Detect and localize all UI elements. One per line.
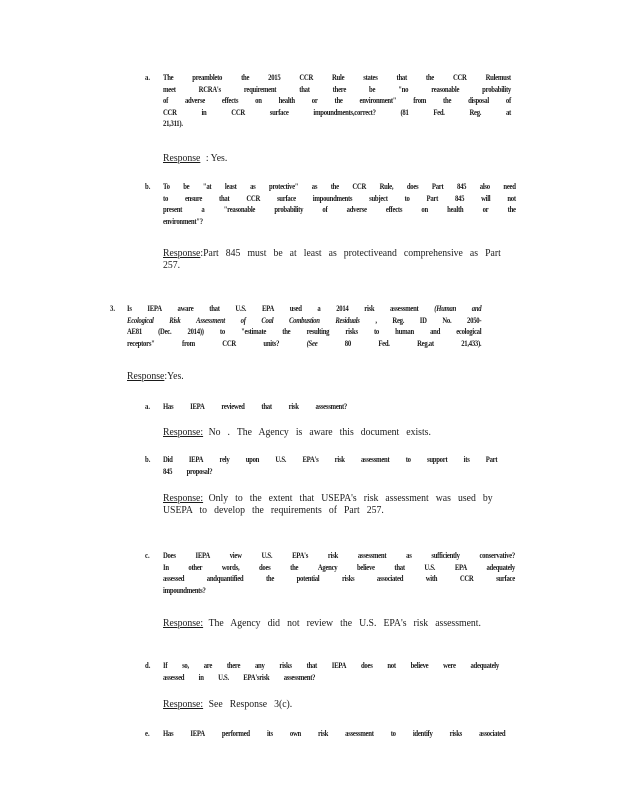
question-word: believe bbox=[356, 562, 375, 572]
question-word: any bbox=[254, 661, 265, 670]
question-word: Rulemust bbox=[485, 73, 511, 82]
question-word: Risk bbox=[169, 315, 181, 325]
question-word: at bbox=[505, 107, 511, 117]
question-line bbox=[163, 118, 511, 130]
question-word: If bbox=[163, 661, 168, 670]
response-3 bbox=[127, 371, 184, 383]
question-3c bbox=[163, 550, 515, 596]
question-word: assessment? bbox=[283, 672, 316, 682]
question-word: assessed bbox=[163, 574, 185, 584]
question-word: are bbox=[203, 661, 213, 670]
question-3b bbox=[163, 454, 497, 477]
question-word: assessment bbox=[345, 729, 374, 738]
question-word: Has bbox=[163, 729, 174, 738]
question-word: of bbox=[240, 315, 246, 325]
question-word: impoundments,correct? bbox=[313, 107, 376, 117]
question-word: reviewed bbox=[221, 402, 245, 411]
question-word: assessment? bbox=[315, 402, 347, 411]
item-a-label: a. bbox=[145, 73, 151, 82]
question-word: 2014 bbox=[336, 304, 349, 313]
question-word: that bbox=[219, 193, 230, 203]
question-word: not bbox=[387, 661, 396, 670]
question-word: 845 bbox=[454, 193, 465, 203]
question-word: of bbox=[163, 96, 169, 106]
question-line bbox=[127, 338, 481, 350]
question-word: the bbox=[241, 73, 250, 82]
question-word: that bbox=[394, 562, 405, 572]
question-word: view bbox=[229, 551, 242, 560]
question-line bbox=[163, 107, 511, 119]
question-word: CCR bbox=[299, 73, 314, 82]
question-word: associated bbox=[376, 574, 404, 584]
question-word: as bbox=[250, 182, 256, 191]
question-word: 2015 bbox=[268, 73, 281, 82]
question-word: in bbox=[198, 672, 204, 682]
question-line bbox=[163, 84, 511, 96]
question-word: CCR bbox=[452, 73, 467, 82]
question-word: aware bbox=[177, 304, 194, 313]
question-word: environment" bbox=[359, 96, 397, 106]
response-label: Response bbox=[127, 371, 165, 382]
question-word: or bbox=[311, 96, 318, 106]
question-word: risks bbox=[345, 327, 358, 337]
question-word: 2050- bbox=[467, 315, 482, 325]
question-3d bbox=[163, 660, 499, 683]
question-word: Rule, bbox=[379, 182, 394, 191]
question-word: of bbox=[505, 96, 511, 106]
question-word: Has bbox=[163, 402, 174, 411]
question-word: Fed. bbox=[433, 107, 445, 117]
question-line bbox=[163, 95, 511, 107]
question-word: states bbox=[363, 73, 378, 82]
question-word: U.S. bbox=[235, 304, 247, 313]
question-word: surface bbox=[276, 193, 296, 203]
response-label: Response: bbox=[163, 618, 204, 629]
question-word: EPA's bbox=[302, 455, 319, 464]
question-word: ID bbox=[419, 315, 427, 325]
question-word: present bbox=[163, 205, 183, 215]
question-word: (81 bbox=[400, 107, 409, 117]
question-word: to bbox=[390, 729, 396, 738]
question-word: adverse bbox=[184, 96, 205, 106]
question-word: least bbox=[224, 182, 237, 191]
question-word: risks bbox=[341, 574, 355, 584]
question-b bbox=[163, 181, 516, 227]
response-text: No . The Agency is aware this document exists. bbox=[208, 427, 431, 438]
question-line bbox=[163, 216, 516, 228]
response-text: :Yes. bbox=[164, 371, 184, 382]
question-line bbox=[163, 550, 515, 562]
question-word: ensure bbox=[184, 193, 203, 203]
question-word: "estimate bbox=[241, 327, 267, 337]
question-word: IEPA bbox=[188, 455, 204, 464]
question-word: that bbox=[261, 402, 272, 411]
question-word: on bbox=[255, 96, 262, 106]
question-word: (See bbox=[306, 338, 318, 348]
question-word: that bbox=[306, 661, 317, 670]
response-label: Response: bbox=[163, 427, 204, 438]
question-word: be bbox=[369, 84, 376, 94]
question-word: its bbox=[266, 729, 273, 738]
question-word: Reg.at bbox=[417, 338, 434, 348]
question-word: 21,311). bbox=[163, 119, 183, 129]
question-word: does bbox=[406, 182, 419, 191]
question-word: sufficiently bbox=[431, 551, 460, 560]
question-word: a bbox=[201, 205, 205, 215]
item-3e-label: e. bbox=[145, 729, 150, 738]
question-word: health bbox=[447, 205, 464, 215]
question-word: protective" bbox=[269, 182, 299, 191]
question-word: RCRA's bbox=[198, 84, 221, 94]
question-word: there bbox=[226, 661, 241, 670]
question-word: in bbox=[201, 107, 207, 117]
question-word: words, bbox=[221, 562, 240, 572]
response-text-line-2: 257. bbox=[163, 260, 181, 272]
question-line bbox=[163, 72, 511, 84]
response-text-line-1: Only to the extent that USEPA's risk assessment was used by bbox=[208, 493, 493, 504]
question-word: to bbox=[404, 193, 410, 203]
question-word: believe bbox=[410, 661, 429, 670]
question-word: the bbox=[443, 96, 452, 106]
question-word: risk bbox=[318, 729, 329, 738]
question-word: assessment bbox=[390, 304, 419, 313]
question-word: the bbox=[330, 182, 339, 191]
response-label: Response bbox=[163, 153, 201, 164]
question-line bbox=[163, 660, 499, 672]
question-line bbox=[163, 204, 516, 216]
question-word: CCR bbox=[163, 107, 177, 117]
question-word: assessment bbox=[360, 455, 390, 464]
question-word: ecological bbox=[456, 327, 482, 337]
question-word: not bbox=[507, 193, 516, 203]
question-word: "no bbox=[398, 84, 409, 94]
question-word: 845 bbox=[457, 182, 467, 191]
question-word: so, bbox=[182, 661, 189, 670]
question-word: (Human bbox=[434, 304, 457, 313]
question-word: Ecological bbox=[127, 315, 154, 325]
question-word: risk bbox=[288, 402, 299, 411]
question-word: assessed bbox=[163, 672, 185, 682]
question-word: CCR bbox=[459, 574, 474, 584]
response-text: The Agency did not review the U.S. EPA's risk assessment. bbox=[208, 618, 481, 629]
question-word: and bbox=[471, 304, 482, 313]
question-word: from bbox=[413, 96, 427, 106]
question-word: associated bbox=[479, 729, 506, 738]
question-word: Coal bbox=[261, 315, 274, 325]
question-word: assessment bbox=[357, 551, 387, 560]
question-word: that bbox=[299, 84, 310, 94]
item-3a-label: a. bbox=[145, 402, 151, 411]
response-3a bbox=[163, 427, 431, 439]
question-word: impoundments bbox=[312, 193, 353, 203]
question-word: does bbox=[258, 562, 271, 572]
question-line bbox=[163, 466, 497, 478]
question-word: also bbox=[479, 182, 490, 191]
question-word: Does bbox=[163, 551, 176, 560]
question-3a bbox=[163, 401, 347, 413]
question-word: were bbox=[443, 661, 456, 670]
question-word: Assessment bbox=[196, 315, 225, 325]
question-word: CCR bbox=[222, 338, 236, 348]
question-line bbox=[163, 193, 516, 205]
question-word: IEPA bbox=[190, 729, 205, 738]
question-word: Residuals bbox=[335, 315, 360, 325]
question-word: No. bbox=[442, 315, 452, 325]
question-word: rely bbox=[219, 455, 230, 464]
question-word: EPA bbox=[454, 562, 467, 572]
question-word: the bbox=[265, 574, 275, 584]
question-word: Part bbox=[485, 455, 498, 464]
question-word: environment"? bbox=[163, 216, 203, 226]
question-word: Part bbox=[426, 193, 439, 203]
question-word: AE81 bbox=[127, 327, 142, 337]
question-word: identify bbox=[412, 729, 433, 738]
question-word: 80 bbox=[344, 338, 351, 348]
question-word: IEPA bbox=[331, 661, 347, 670]
question-word: impoundments? bbox=[163, 585, 206, 595]
question-word: adequately bbox=[486, 562, 515, 572]
question-word: "at bbox=[202, 182, 212, 191]
question-word: human bbox=[395, 327, 414, 337]
question-word: from bbox=[181, 338, 195, 348]
question-word: probability bbox=[482, 84, 511, 94]
question-word: EPA bbox=[261, 304, 275, 313]
question-word: will bbox=[481, 193, 491, 203]
question-word: effects bbox=[385, 205, 403, 215]
question-word: 2014)) bbox=[187, 327, 204, 337]
question-line bbox=[163, 728, 505, 740]
question-word: on bbox=[421, 205, 428, 215]
question-line bbox=[163, 181, 516, 193]
question-3e bbox=[163, 728, 505, 740]
question-word: its bbox=[463, 455, 470, 464]
question-word: does bbox=[360, 661, 373, 670]
question-word: EPA'srisk bbox=[243, 672, 270, 682]
question-line bbox=[127, 315, 481, 327]
question-word: health bbox=[278, 96, 295, 106]
question-word: The bbox=[163, 73, 174, 82]
question-word: subject bbox=[369, 193, 388, 203]
question-word: other bbox=[188, 562, 203, 572]
item-3b-label: b. bbox=[145, 455, 151, 464]
question-word: disposal bbox=[468, 96, 489, 106]
item-3d-label: d. bbox=[145, 661, 151, 670]
question-word: Is bbox=[127, 304, 132, 313]
question-word: probability bbox=[274, 205, 304, 215]
question-word: U.S. bbox=[261, 551, 273, 560]
response-text: See Response 3(c). bbox=[208, 699, 293, 710]
question-word: be bbox=[183, 182, 190, 191]
question-line bbox=[163, 585, 515, 597]
question-3 bbox=[127, 303, 481, 349]
question-word: IEPA bbox=[195, 551, 210, 560]
question-word: Part bbox=[431, 182, 444, 191]
question-line bbox=[163, 672, 499, 684]
question-word: U.S. bbox=[424, 562, 436, 572]
question-word: need bbox=[503, 182, 516, 191]
question-line bbox=[163, 562, 515, 574]
question-word: CCR bbox=[352, 182, 367, 191]
question-word: Fed. bbox=[378, 338, 390, 348]
question-line bbox=[163, 401, 347, 413]
item-3c-label: c. bbox=[145, 551, 150, 560]
question-word: receptors" bbox=[127, 338, 155, 348]
question-line bbox=[127, 303, 481, 315]
question-word: that bbox=[396, 73, 407, 82]
question-word: adverse bbox=[346, 205, 367, 215]
question-word: CCR bbox=[231, 107, 245, 117]
question-word: the bbox=[334, 96, 343, 106]
question-word: with bbox=[425, 574, 438, 584]
question-word: risk bbox=[327, 551, 338, 560]
question-word: risk bbox=[364, 304, 375, 313]
response-label: Response: bbox=[163, 699, 204, 710]
question-word: "reasonable bbox=[223, 205, 256, 215]
question-word: as bbox=[311, 182, 318, 191]
question-word: 845 bbox=[163, 466, 173, 476]
question-word: as bbox=[406, 551, 412, 560]
question-word: risk bbox=[334, 455, 345, 464]
question-word: requirement bbox=[243, 84, 277, 94]
question-word: Did bbox=[163, 455, 173, 464]
response-text: : Yes. bbox=[205, 153, 228, 164]
question-line bbox=[163, 454, 497, 466]
question-word: In bbox=[163, 562, 169, 572]
question-word: IEPA bbox=[147, 304, 162, 313]
question-3-label: 3. bbox=[110, 304, 116, 313]
question-word: units? bbox=[263, 338, 280, 348]
question-word: surface bbox=[496, 574, 515, 584]
question-word: Agency bbox=[317, 562, 338, 572]
question-word: the bbox=[290, 562, 299, 572]
question-word: andquantified bbox=[206, 574, 244, 584]
question-line bbox=[163, 573, 515, 585]
question-line bbox=[127, 326, 481, 338]
question-word: 21,433). bbox=[461, 338, 482, 348]
question-word: risks bbox=[449, 729, 463, 738]
question-word: To bbox=[163, 182, 170, 191]
question-word: Reg. bbox=[469, 107, 482, 117]
response-label: Response: bbox=[163, 493, 204, 504]
question-word: to bbox=[219, 327, 225, 337]
question-word: a bbox=[317, 304, 321, 313]
question-word: (Dec. bbox=[158, 327, 172, 337]
question-word: Reg. bbox=[392, 315, 405, 325]
question-word: Rule bbox=[332, 73, 345, 82]
question-word: to bbox=[163, 193, 169, 203]
question-a bbox=[163, 72, 511, 130]
question-word: Combustion bbox=[288, 315, 320, 325]
question-word: of bbox=[322, 205, 328, 215]
response-3d bbox=[163, 699, 292, 711]
response-b bbox=[163, 248, 501, 273]
question-word: conservative? bbox=[479, 551, 515, 560]
question-word: the bbox=[282, 327, 291, 337]
question-word: or bbox=[482, 205, 489, 215]
question-word: there bbox=[332, 84, 347, 94]
question-word: EPA's bbox=[292, 551, 309, 560]
question-word: performed bbox=[221, 729, 250, 738]
question-word: reasonable bbox=[431, 84, 460, 94]
question-word: CCR bbox=[246, 193, 261, 203]
question-word: resulting bbox=[306, 327, 330, 337]
question-word: own bbox=[289, 729, 301, 738]
question-word: and bbox=[430, 327, 441, 337]
question-word: U.S. bbox=[275, 455, 287, 464]
response-text-line-1: :Part 845 must be at least as protectiveand comprehensive as Part bbox=[200, 248, 501, 259]
question-word: , bbox=[375, 315, 377, 325]
question-word: preambleto bbox=[192, 73, 223, 82]
response-3c bbox=[163, 618, 481, 630]
response-3b bbox=[163, 493, 493, 518]
item-b-label: b. bbox=[145, 182, 151, 191]
question-word: potential bbox=[296, 574, 320, 584]
question-word: used bbox=[289, 304, 302, 313]
question-word: support bbox=[427, 455, 448, 464]
question-word: the bbox=[507, 205, 516, 215]
response-a bbox=[163, 153, 227, 165]
question-word: to bbox=[373, 327, 379, 337]
question-word: upon bbox=[245, 455, 260, 464]
question-word: to bbox=[405, 455, 411, 464]
question-word: meet bbox=[163, 84, 176, 94]
question-word: surface bbox=[269, 107, 289, 117]
question-word: proposal? bbox=[186, 466, 213, 476]
response-text-line-2: USEPA to develop the requirements of Part 257. bbox=[163, 505, 384, 517]
response-label: Response bbox=[163, 248, 201, 259]
question-word: risks bbox=[279, 661, 292, 670]
question-word: effects bbox=[221, 96, 239, 106]
question-word: the bbox=[425, 73, 434, 82]
question-word: IEPA bbox=[190, 402, 205, 411]
question-word: that bbox=[209, 304, 220, 313]
question-word: U.S. bbox=[218, 672, 229, 682]
question-word: adequately bbox=[470, 661, 499, 670]
